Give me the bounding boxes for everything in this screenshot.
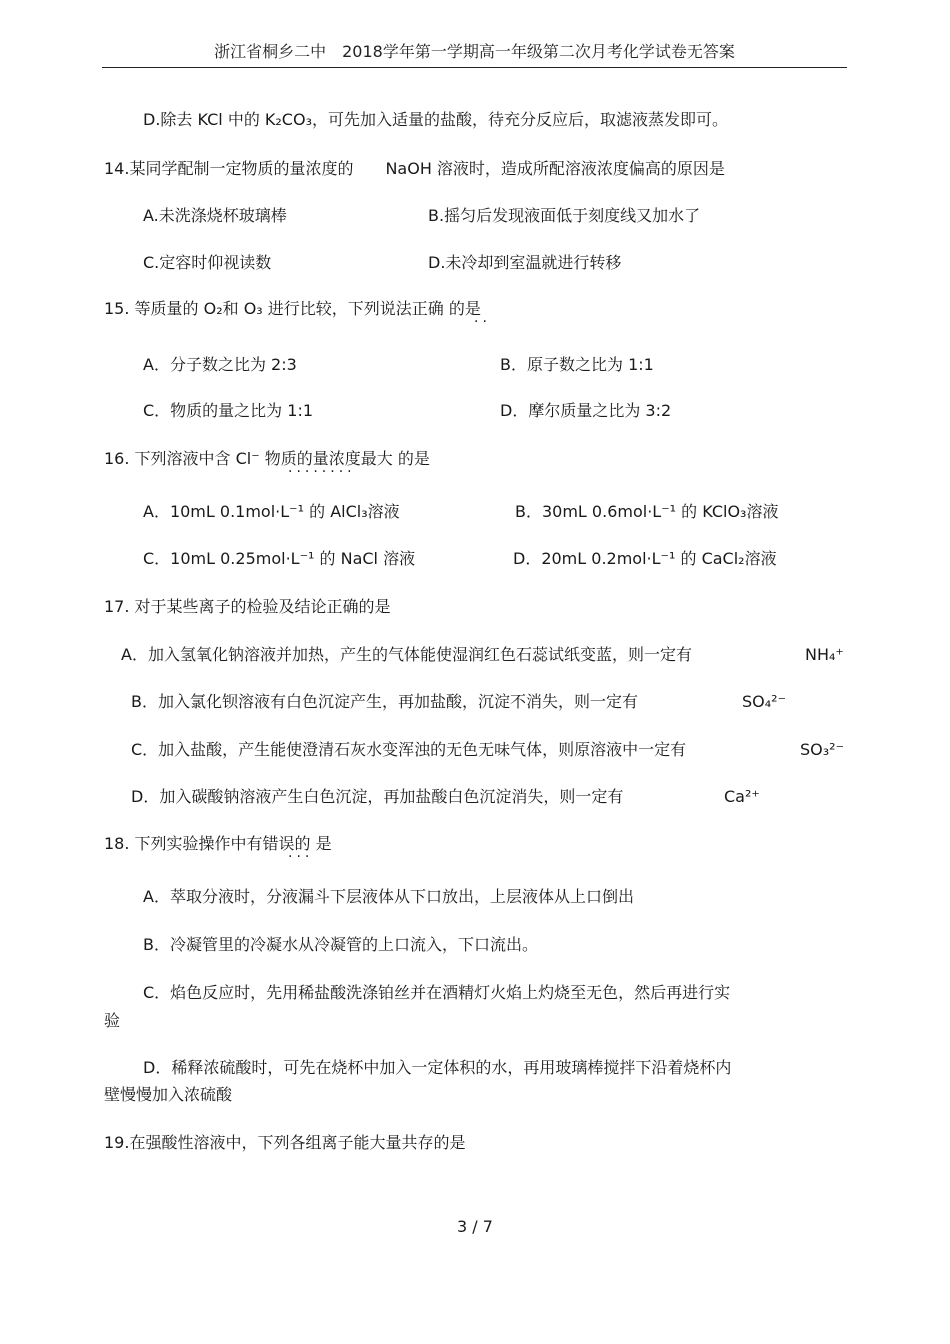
header-title: 浙江省桐乡二中 2018学年第一学期高一年级第二次月考化学试卷无答案 bbox=[214, 42, 735, 61]
q17-option-d: D．加入碳酸钠溶液产生白色沉淀，再加盐酸白色沉淀消失，则一定有 bbox=[131, 787, 624, 806]
emphasis-dots: ········ bbox=[288, 464, 356, 480]
q15-option-b: B．原子数之比为 1:1 bbox=[500, 355, 654, 374]
q17-stem: 17. 对于某些离子的检验及结论正确的是 bbox=[104, 597, 391, 616]
q17-option-b-ion: SO₄²⁻ bbox=[742, 692, 787, 711]
q16-option-b: B．30mL 0.6mol·L⁻¹ 的 KClO₃溶液 bbox=[515, 502, 779, 521]
q17-option-b: B．加入氯化钡溶液有白色沉淀产生，再加盐酸，沉淀不消失，则一定有 bbox=[131, 692, 638, 711]
q18-option-c-line2: 验 bbox=[104, 1011, 121, 1030]
q16-option-d: D．20mL 0.2mol·L⁻¹ 的 CaCl₂溶液 bbox=[513, 549, 777, 568]
q18-option-c-line1: C．焰色反应时，先用稀盐酸洗涤铂丝并在酒精灯火焰上灼烧至无色，然后再进行实 bbox=[143, 983, 731, 1002]
q14-option-a: A.未洗涤烧杯玻璃棒 bbox=[143, 206, 287, 225]
page-number: 3 / 7 bbox=[457, 1217, 493, 1236]
q14-option-b: B.摇匀后发现液面低于刻度线又加水了 bbox=[428, 206, 701, 225]
q15-stem: 15. 等质量的 O₂和 O₃ 进行比较，下列说法正确 的是 bbox=[104, 299, 481, 318]
emphasis-dots: ·· bbox=[474, 314, 491, 330]
q17-option-a-ion: NH₄⁺ bbox=[805, 645, 844, 664]
q17-option-c: C．加入盐酸，产生能使澄清石灰水变浑浊的无色无味气体，则原溶液中一定有 bbox=[131, 740, 687, 759]
q18-stem: 18. 下列实验操作中有错误的 是 bbox=[104, 834, 332, 853]
q16-option-c: C．10mL 0.25mol·L⁻¹ 的 NaCl 溶液 bbox=[143, 549, 416, 568]
q15-option-a: A．分子数之比为 2:3 bbox=[143, 355, 297, 374]
q19-stem: 19.在强酸性溶液中，下列各组离子能大量共存的是 bbox=[104, 1133, 466, 1152]
q14-stem: 14.某同学配制一定物质的量浓度的 NaOH 溶液时，造成所配溶液浓度偏高的原因是 bbox=[104, 159, 725, 178]
q13-option-d: D.除去 KCl 中的 K₂CO₃，可先加入适量的盐酸，待充分反应后，取滤液蒸发即可。 bbox=[143, 110, 728, 129]
q18-option-d-line1: D．稀释浓硫酸时，可先在烧杯中加入一定体积的水，再用玻璃棒搅拌下沿着烧杯内 bbox=[143, 1058, 732, 1077]
q14-option-d: D.未冷却到室温就进行转移 bbox=[428, 253, 622, 272]
q16-option-a: A．10mL 0.1mol·L⁻¹ 的 AlCl₃溶液 bbox=[143, 502, 400, 521]
emphasis-dots: ··· bbox=[288, 849, 314, 865]
q17-option-d-ion: Ca²⁺ bbox=[724, 787, 760, 806]
q18-option-d-line2: 壁慢慢加入浓硫酸 bbox=[104, 1085, 233, 1104]
page-header bbox=[102, 37, 847, 68]
q17-option-c-ion: SO₃²⁻ bbox=[800, 740, 845, 759]
q17-option-a: A．加入氢氧化钠溶液并加热，产生的气体能使湿润红色石蕊试纸变蓝，则一定有 bbox=[121, 645, 692, 664]
q15-option-c: C．物质的量之比为 1:1 bbox=[143, 401, 314, 420]
q18-option-b: B．冷凝管里的冷凝水从冷凝管的上口流入，下口流出。 bbox=[143, 935, 538, 954]
q14-option-c: C.定容时仰视读数 bbox=[143, 253, 272, 272]
q15-option-d: D．摩尔质量之比为 3:2 bbox=[500, 401, 672, 420]
q16-stem: 16. 下列溶液中含 Cl⁻ 物质的量浓度最大 的是 bbox=[104, 449, 430, 468]
q18-option-a: A．萃取分液时，分液漏斗下层液体从下口放出，上层液体从上口倒出 bbox=[143, 887, 634, 906]
